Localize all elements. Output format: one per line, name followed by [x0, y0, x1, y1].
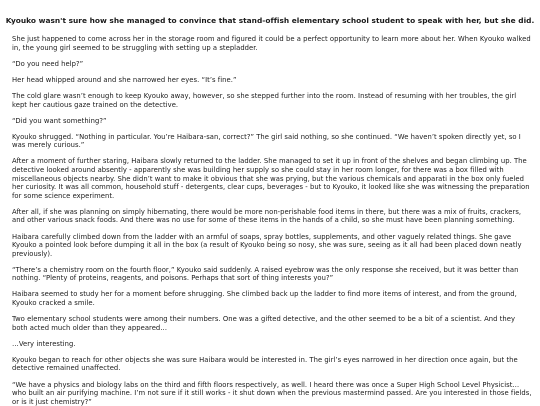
paragraph: “Do you need help?”: [12, 59, 84, 68]
paragraph: Her head whipped around and she narrowed her eyes. “It’s fine.”: [12, 75, 237, 84]
paragraph: After a moment of further staring, Haibara slowly returned to the ladder. She managed to set it up in front of the shelves and began climbing up. The detective looked around absently - apparently she was building her supply so she could stay in her room longer, for there was a box filled with miscellaneous objects nearby. She didn’t want to make it obvious that she was prying, but the various chemicals and apparati in the box only fueled her curiosity. It was all common, household stuff - detergents, clear cups, beverages - but to Kyouko, it looked like she was witnessing the preparation for some science experiment.: [12, 157, 530, 200]
document-body: [4, 35, 536, 406]
paragraph: Haibara seemed to study her for a moment before shrugging. She climbed back up the ladder to find more items of interest, and from the ground, Kyouko cracked a smile.: [12, 290, 517, 307]
paragraph: The cold glare wasn’t enough to keep Kyouko away, however, so she stepped further into the room. Instead of resuming with her troubles, the girl kept her cautious gaze trained on the detective.: [12, 91, 517, 109]
document-page: [4, 4, 536, 406]
paragraph: “There’s a chemistry room on the fourth floor,” Kyouko said suddenly. A raised eyebrow was the only response she received, but it was better than nothing. “Plenty of proteins, reagents, and poisons. Perhaps that sort of thing interests you?”: [12, 265, 519, 283]
paragraph: Kyouko shrugged. “Nothing in particular. You’re Haibara-san, correct?” The girl said nothing, so she continued. “We haven’t spoken directly yet, so I was merely curious.”: [12, 132, 521, 150]
paragraph: …Very interesting.: [12, 339, 76, 348]
paragraph: “Did you want something?”: [12, 116, 107, 125]
paragraph: Two elementary school students were among their numbers. One was a gifted detective, and the other seemed to be a bit of a scientist. And they both acted much older than they appeared…: [12, 315, 516, 332]
paragraph: She just happened to come across her in the storage room and figured it could be a perfect opportunity to learn more about her. When Kyouko walked in, the young girl seemed to be struggling with setting up a stepladder.: [12, 35, 531, 52]
document-title: Kyouko wasn't sure how she managed to convince that stand-offish elementary school student to speak with her, but she did.: [5, 16, 535, 25]
paragraph: “We have a physics and biology labs on the third and fifth floors respectively, as well. I heard there was once a Super High School Level Physicist… who built an air purifying machine. I’m not sure if it still works - it shut down when the previous mastermind passed. Are you interested in those fields, or is it just chemistry?”: [12, 380, 532, 406]
paragraph: After all, if she was planning on simply hibernating, there would be more non-perishable food items in there, but there was a mix of fruits, crackers, and other various snack foods. And there was no use for some of these items in the hands of a child, so she must have been planning something.: [12, 207, 522, 225]
paragraph: Kyouko began to reach for other objects she was sure Haibara would be interested in. The girl’s eyes narrowed in her direction once again, but the detective remained unaffected.: [12, 355, 518, 373]
paragraph: Haibara carefully climbed down from the ladder with an armful of soaps, spray bottles, supplements, and other vaguely related things. She gave Kyouko a pointed look before dumping it all in the box (a result of Kyouko being so nosy, she was sure, seeing as it all had been placed down neatly previously).: [12, 232, 522, 258]
